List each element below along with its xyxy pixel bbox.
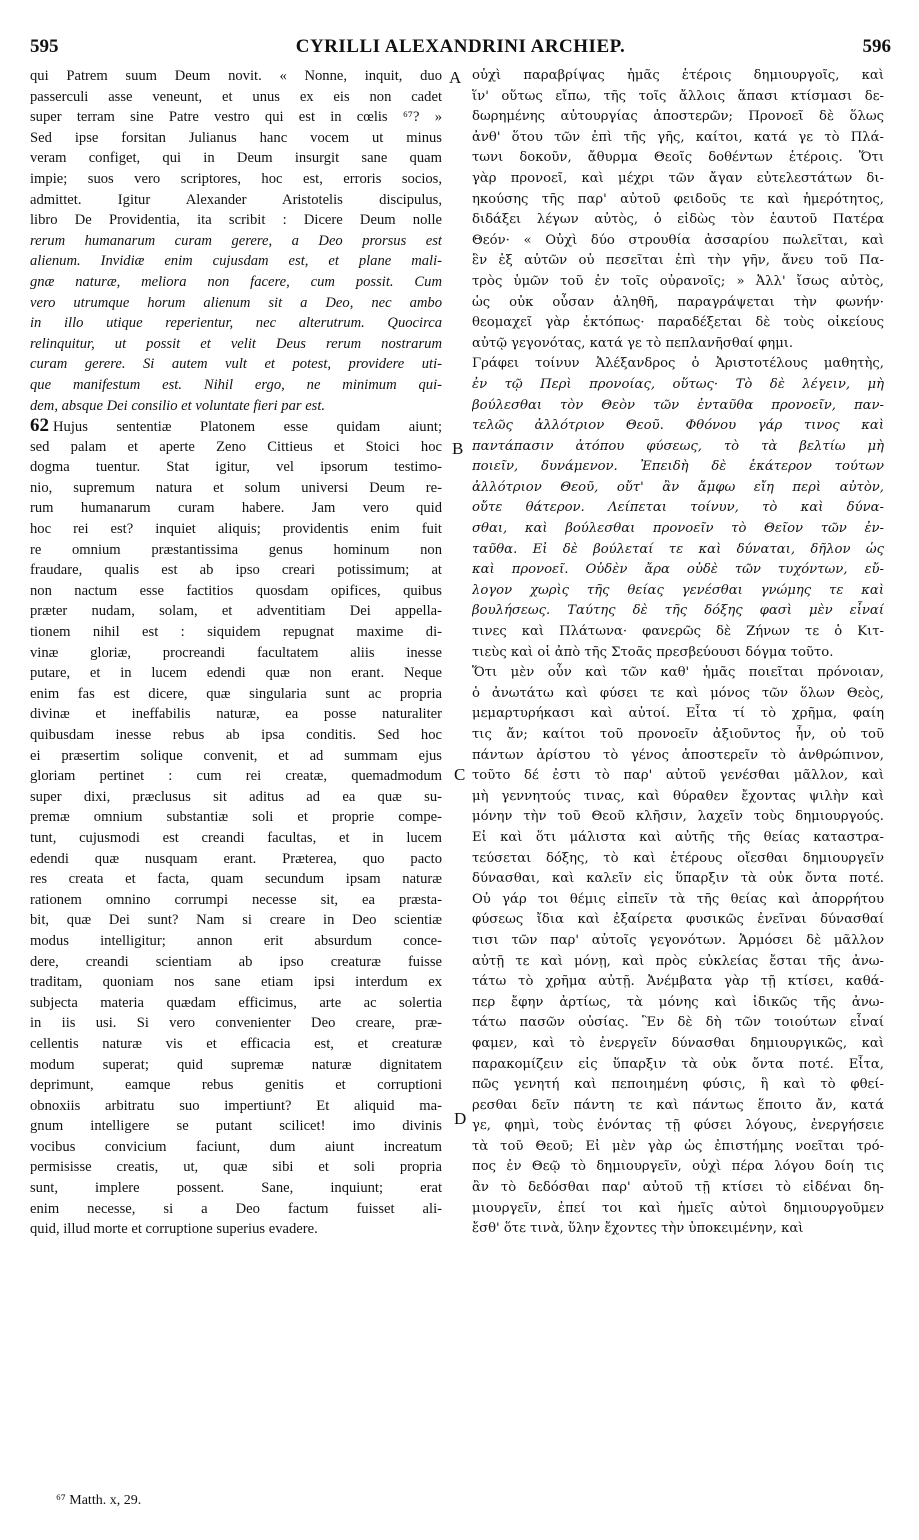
greek-line: τελῶς ἀλλότριον Θεοῦ. Φθόνου γάρ τινος καὶ	[472, 418, 884, 434]
latin-line: ei præsertim solique convenit, et ad summam ejus	[30, 747, 442, 764]
greek-line: ποιεῖν, δυνάμενον. Ἐπειδὴ δὲ ἑκάτερον τούτων	[472, 459, 884, 475]
greek-line: Γράφει τοίνυν Ἀλέξανδρος ὁ Ἀριστοτέλους μαθητὴς,	[472, 356, 884, 372]
greek-line: αὐτῇ τε καὶ μόνῃ, καὶ πρὸς εὐκλείας ἔσται τῆς ἀνω-	[472, 953, 884, 969]
latin-line: præter nudam, solam, et adventitiam Dei appella-	[30, 603, 442, 620]
latin-line: dem, absque Dei consilio et voluntate fieri par est.	[30, 397, 326, 414]
footnote: ⁶⁷ Matth. x, 29.	[56, 1493, 142, 1508]
latin-line	[30, 416, 442, 437]
greek-line: τάτω τὸ χρῆμα αὐτῇ. Ἀνέμβατα γὰρ τῇ κτίσει, καθά-	[472, 974, 884, 990]
latin-line: divinæ et ineffabilis naturæ, ea posse naturaliter	[30, 706, 442, 723]
greek-line: τάτω πασῶν οὐσίας. Ἓν δὲ δὴ τῶν τοιούτων εἶναί	[472, 1015, 884, 1031]
latin-line: tionem nihil est : siquidem repugnat maxime di-	[30, 624, 442, 641]
latin-line: sunt, implere possent. Sane, inquiunt; erat	[30, 1180, 442, 1197]
greek-line: τιεὺς καὶ οἱ ἀπὸ τῆς Στοᾶς πρεσβεύουσι δόγμα τοῦτο.	[472, 644, 834, 660]
latin-line: gnum intelligere se putant scilicet! imo divinis	[30, 1118, 442, 1135]
greek-line: ἓν ἐξ αὐτῶν οὐ πεσεῖται ἐπὶ τὴν γῆν, ἄνευ τοῦ Πα-	[472, 253, 884, 269]
greek-line: μιουργεῖν, ἐπεί τοι καὶ ἡμεῖς αὐτοὶ δημιουργοῦμεν	[472, 1200, 884, 1216]
greek-line: ὡς οὐκ οὖσαν ἀληθῆ, παραγράψεται τὴν φωνήν·	[472, 294, 884, 310]
greek-line: καὶ προνοεῖ. Οὐδὲν ἄρα οὐδὲ τῶν τυχόντων, εὔ-	[472, 562, 884, 578]
latin-line: dogma tuentur. Stat igitur, vel ipsorum testimo-	[30, 459, 442, 476]
margin-letter-c: C	[454, 765, 466, 784]
greek-line: οὔτε θάτερον. Λείπεται τοίνυν, τὸ καὶ δύνα-	[472, 500, 884, 516]
latin-line: rationem omnino corrumpi necesse sit, ea præsta-	[30, 891, 442, 908]
latin-line: qui Patrem suum Deum novit. « Nonne, inquit, duo	[30, 68, 442, 84]
greek-line: ταῦθα. Εἰ δὲ βούλεταί τε καὶ δύναται, δῆλον ὡς	[472, 541, 884, 557]
margin-letter-a: A	[449, 68, 462, 87]
greek-line: τωνι δοκοῦν, ἄθυρμα Θεοῖς δοθέντων ἑτέροις. Ὅτι	[472, 150, 884, 166]
greek-line: μὴ γεννητούς τινας, καὶ θύραθεν ἔχοντας ψιλὴν καὶ	[472, 788, 884, 804]
latin-line: enim necesse, si a Deo factum fuisset ali-	[30, 1200, 442, 1217]
greek-line: Οὐ γάρ τοι θέμις εἰπεῖν τὰ τῆς θείας καὶ ἀπορρήτου	[472, 891, 884, 907]
greek-line: περ ἔφην ἀρτίως, τὰ μόνης καὶ ἰδικῶς τῆς ἀνω-	[472, 994, 884, 1010]
greek-line: φύσεως ἴδια καὶ ἐξαίρετα φυσικῶς ἐνεῖναι δύνασθαί	[472, 912, 884, 928]
latin-line: gnæ naturæ, meliora non facere, cum possit. Cum	[30, 273, 442, 290]
latin-line: nio, supremum natura et solum universi Deum re-	[30, 479, 442, 496]
greek-line: ἐν τῷ Περὶ προνοίας, οὕτως· Τὸ δὲ λέγειν, μὴ	[472, 376, 884, 392]
latin-line: in illo utique reperientur, nec alterutrum. Quocirca	[30, 315, 442, 332]
greek-line: πῶς γενητή καὶ πεποιημένη φύσις, ἣ καὶ τὸ φθεί-	[472, 1077, 884, 1093]
greek-line: βουλήσεως. Ταύτης δὲ τῆς δόξης φασὶ μὲν εἶναί	[472, 603, 884, 619]
latin-line: quibusdam inesse rebus ab ipsa conditis. Sed hoc	[30, 727, 442, 743]
page-header	[30, 36, 891, 58]
latin-line: rum humanarum curam habere. Jam vero quid	[30, 500, 442, 517]
greek-line: οὐχὶ παραβρίψας ἡμᾶς ἑτέροις δημιουργοῖς, καὶ	[472, 68, 884, 83]
latin-line: quid, illud morte et corruptione superius evadere.	[30, 1221, 318, 1238]
greek-line: Θεόν· « Οὐχὶ δύο στρουθία ἀσσαρίου πωλεῖται, καὶ	[472, 232, 884, 248]
latin-line: alienum. Invidiæ enim cujusdam est, et plane mali-	[30, 253, 442, 270]
greek-line: σθαι, καὶ βούλεσθαι προνοεῖν τὸ Θεῖον τῶν ἐν-	[472, 521, 884, 537]
latin-line: libro De Providentia, ita scribit : Dicere Deum nolle	[30, 212, 442, 229]
greek-line: Εἰ καὶ ὅτι μάλιστα καὶ αὐτῆς τῆς θείας καταστρα-	[472, 829, 884, 845]
latin-line: Sed ipse forsitan Julianus hanc vocem ut minus	[30, 129, 442, 146]
greek-line: Ὅτι μὲν οὖν καὶ τῶν καθ' ἡμᾶς ποιεῖται πρόνοιαν,	[472, 665, 884, 681]
greek-line: γε, φημὶ, τοὺς ἐνόντας τῇ φύσει λόγους, ἐνεργήσειε	[472, 1118, 884, 1134]
greek-line: ρεσθαι δεῖν πάντη τε καὶ πάντως ἕποιτο ἄν, κατά	[472, 1097, 884, 1113]
latin-line: super terram sine Patre vestro qui est in cœlis ⁶⁷? »	[30, 109, 442, 126]
latin-line: deprimunt, eamque rebus genitis et corruptioni	[30, 1077, 442, 1094]
greek-line: τρὸς ὑμῶν τοῦ ἐν τοῖς οὐρανοῖς; » Ἀλλ' ἴσως αὐτὸς,	[472, 273, 884, 289]
greek-line: τοῦτο δέ ἐστι τὸ παρ' αὐτοῦ γενέσθαι μᾶλλον, καὶ	[472, 768, 884, 784]
latin-line: vinæ gloriæ, procreandi facultatem aliis inesse	[30, 644, 442, 661]
latin-line: enim fas est dicere, quæ singularia sunt ac propria	[30, 685, 442, 702]
page-number-left: 595	[30, 36, 59, 57]
latin-line: cellentis naturæ vis et efficacia est, et creaturæ	[30, 1035, 442, 1052]
greek-line: ἔσθ' ὅτε τινὰ, ὕλην ἔχοντες τὴν ὑποκειμένην, καὶ	[472, 1221, 804, 1237]
greek-line: παντάπασιν ἀτόπου φύσεως, τὸ τὰ βελτίω μὴ	[472, 438, 884, 454]
latin-line: edendi quæ nusquam erant. Præterea, quo pacto	[30, 850, 442, 867]
latin-line-text: Hujus sententiæ Platonem esse quidam aiunt;	[53, 419, 442, 436]
latin-line: premæ omnium substantiæ soli et proprie compe-	[30, 809, 442, 826]
greek-line: φαμεν, καὶ τὸ ἐνεργεῖν δύνασθαι δημιουργικῶς, καὶ	[472, 1035, 884, 1051]
latin-column	[30, 66, 442, 1240]
greek-line: ἀλλότριον Θεοῦ, οὔτ' ἂν ἄμφω εἴη περὶ αὐτὸν,	[472, 479, 884, 495]
latin-line: modum superat; quid supremæ naturæ dignitatem	[30, 1056, 442, 1073]
greek-line: ηκούσης τῆς παρ' αὐτοῦ φειδοῦς τε καὶ ἡμερότητος,	[472, 191, 884, 207]
greek-line: τις ἄν; καίτοι τοῦ προνοεῖν ἀξιοῦντος ἦν, οὐ τοῦ	[472, 727, 884, 742]
greek-line: τὰ τοῦ Θεοῦ; Εἰ μὲν γὰρ ὡς ἐπιστήμης νοεῖται τρό-	[472, 1138, 884, 1154]
latin-line: permisisse creatis, ut, quæ sibi et soli propria	[30, 1159, 442, 1176]
greek-line: δύνασθαι, καὶ καλεῖν εἰς ὕπαρξιν τὰ οὐκ ὄντα ποτέ.	[472, 871, 884, 887]
latin-line: obnoxiis arbitratu suo impertiunt? Et aliquid ma-	[30, 1097, 442, 1114]
greek-column	[472, 66, 884, 1240]
greek-line: βούλεσθαι τὸν Θεὸν τῶν ἐνταῦθα προνοεῖν, παν-	[472, 397, 884, 413]
latin-line: re omnium præstantissima genus hominum non	[30, 541, 442, 558]
latin-line: gloriam pertinet : cum rei creatæ, quemadmodum	[30, 768, 442, 785]
greek-line: λογον χωρὶς τῆς θείας γενέσθαι γνώμης τε καὶ	[472, 582, 884, 598]
greek-line: τισι τῶν παρ' αὐτοῖς γεγονότων. Ἁρμόσει δὲ μᾶλλον	[472, 932, 884, 948]
latin-line: vocibus convicium faciunt, dum aiunt increatum	[30, 1138, 442, 1155]
latin-line: subjecta materia quædam efficimus, arte ac solertia	[30, 994, 442, 1011]
greek-line: ἵν' οὕτως εἴπω, τῆς τοῖς ἄλλοις ἅπασι κτίσμασι δε-	[472, 88, 884, 104]
greek-line: μόνην τὴν τοῦ Θεοῦ κλῆσιν, λαχεῖν τοὺς δημιουργούς.	[472, 809, 884, 825]
section-number: 62	[30, 416, 49, 437]
latin-line: admittet. Igitur Alexander Aristotelis discipulus,	[30, 191, 442, 208]
latin-line: res creata et facta, quam secundum ipsam naturæ	[30, 871, 442, 888]
latin-line: tunt, cujusmodi est creandi facultas, et in lucem	[30, 829, 442, 846]
latin-line: modus intelligitur; annon erit absurdum conce-	[30, 932, 442, 949]
latin-line: traditam, quoniam nos sane etiam ipsi interdum ex	[30, 974, 442, 991]
greek-line: παρακομίζειν εἰς ὕπαρξιν τὰ οὐκ ὄντα ποτέ. Εἶτα,	[472, 1056, 884, 1072]
greek-line: γὰρ προνοεῖ, καὶ μέχρι τῶν ἄγαν εὐτελεστάτων δι-	[472, 170, 884, 186]
latin-line: que manifestum est. Nihil ergo, ne minimum qui-	[30, 376, 442, 393]
latin-line: veram configet, qui in Deum insurgit sane quam	[30, 150, 442, 167]
greek-line: ὁ ἀνωτάτω καὶ φύσει τε καὶ μόνος τῶν ὅλων Θεὸς,	[472, 685, 884, 701]
latin-line: curam gerere. Si autem vult et potest, providere uti-	[30, 356, 442, 373]
greek-line: πάντων ἀρίστου τὸ γένος ἀποστερεῖν τὸ ἀνθρώπινον,	[472, 747, 884, 763]
greek-line: τινες καὶ Πλάτωνα· φανερῶς δὲ Ζήνων τε ὁ Κιτ-	[472, 624, 884, 640]
greek-line: ἀνθ' ὅτου τῶν ἐπὶ τῆς γῆς, καίτοι, κατά γε τὸ Πλά-	[472, 129, 884, 145]
greek-line: διδάξει λέγων αὐτὸς, ὁ εἰδὼς τὸν ἑαυτοῦ Πατέρα	[472, 212, 884, 228]
margin-letter-b: B	[452, 439, 464, 458]
latin-line: dere, creandi scientiam ab ipso creaturæ fuisse	[30, 953, 442, 970]
greek-line: τεύσεται δόξης, τὸ καὶ ἑτέρους οἴεσθαι δημιουργεῖν	[472, 850, 884, 866]
latin-line: rerum humanarum curam gerere, a Deo prorsus est	[30, 232, 442, 249]
latin-line: fraudare, qualis est ab ipso creari potissimum; at	[30, 562, 442, 579]
greek-line: δωρημένης αὐτουργίας ἀποστερῶν; Προνοεῖ δὲ ὅλως	[472, 109, 884, 125]
latin-line: in iis usi. Si vero convenienter Deo creare, præ-	[30, 1015, 442, 1032]
latin-line: hoc rei est? inquiet aliquis; providentis enim fuit	[30, 521, 442, 538]
running-title: CYRILLI ALEXANDRINI ARCHIEP.	[295, 36, 626, 57]
greek-line: μεμαρτυρήκασι καὶ αὐτοί. Εἶτα τί τὸ χρῆμα, φαίη	[472, 706, 884, 722]
page-number-right: 596	[862, 36, 891, 57]
margin-letter-d: D	[454, 1109, 467, 1128]
latin-line: impie; suos vero scriptores, hoc est, erroris socios,	[30, 170, 442, 187]
latin-line: super dixi, præclusus sit aditus ad ea quæ su-	[30, 788, 442, 805]
latin-line: putare, et in lucem edendi quæ non erant. Neque	[30, 665, 442, 682]
latin-line: non nactum esse factitios quosdam opifices, quibus	[30, 582, 442, 599]
latin-line: vero utrumque horum alienum sit a Deo, nec ambo	[30, 294, 442, 311]
latin-line: relinquitur, ut possit et velit Deus rerum nostrarum	[30, 335, 442, 352]
greek-line: πος ἐν Θεῷ τὸ δημιουργεῖν, οὐχὶ πέρα λόγου δοίη τις	[472, 1159, 884, 1175]
latin-line: sed palam et aperte Zeno Cittieus et Stoici hoc	[30, 438, 442, 455]
greek-line: θεομαχεῖ γὰρ ἐκτόπως· παραδέξεται δὲ τοὺς οἰκείους	[472, 315, 884, 331]
greek-line: ἂν τὸ δεδόσθαι παρ' αὐτοῦ τῇ κτίσει τὸ εἰδέναι δη-	[472, 1180, 884, 1196]
greek-line: αὐτῷ γεγονότας, κατά γε τὸ πεπλανῆσθαί φημι.	[472, 335, 794, 351]
latin-line: bit, quæ Dei sunt? Nam si creare in Deo scientiæ	[30, 912, 442, 929]
latin-line: passerculi asse veneunt, et unus ex eis non cadet	[30, 88, 442, 105]
